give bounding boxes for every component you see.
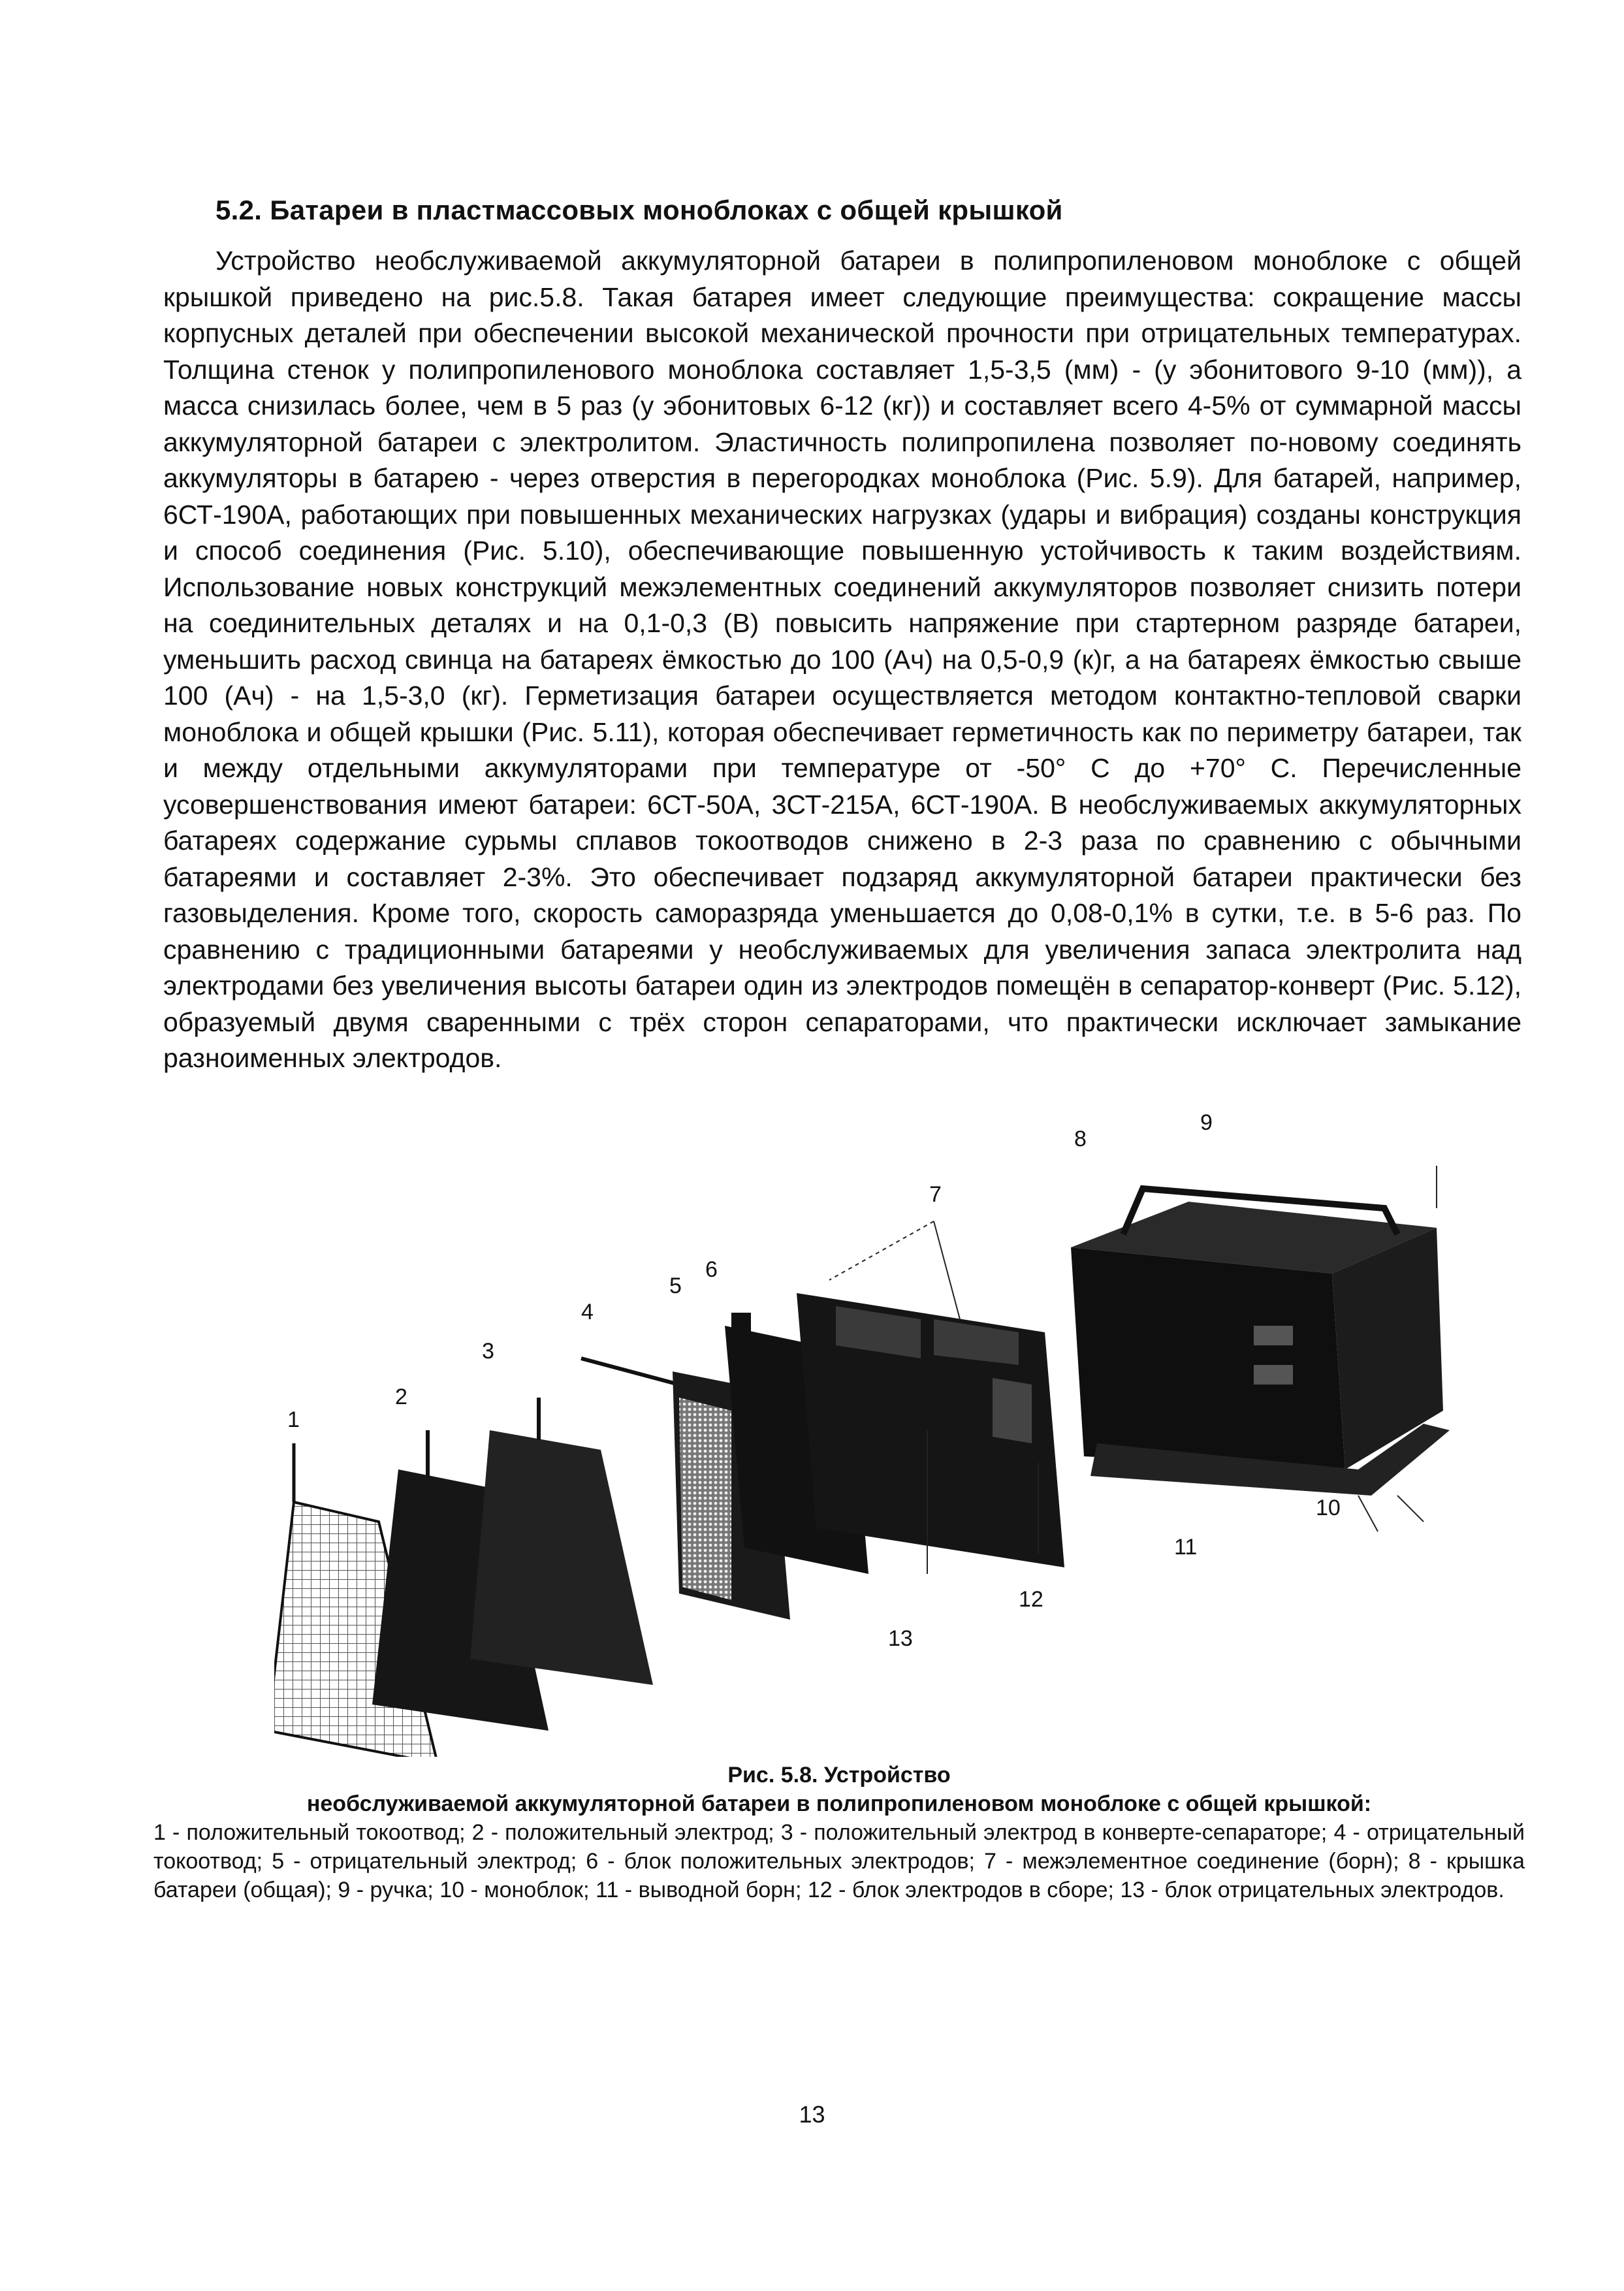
- battery-illustration: [274, 1104, 1554, 1757]
- label-2: 2: [395, 1385, 407, 1409]
- label-4: 4: [581, 1300, 594, 1324]
- figure-caption: [153, 1761, 1525, 1904]
- label-11: 11: [1174, 1535, 1198, 1560]
- label-6: 6: [705, 1257, 718, 1282]
- label-7: 7: [929, 1182, 942, 1207]
- caption-subtitle: необслуживаемой аккумуляторной батареи в полипропиленовом моноблоке с общей крышкой:: [306, 1791, 1372, 1816]
- section-heading: 5.2. Батареи в пластмассовых моноблоках с общей крышкой: [215, 195, 1063, 225]
- battery-exploded-figure: [274, 1104, 1554, 1757]
- caption-title: Рис. 5.8. Устройство: [727, 1763, 951, 1787]
- enveloped-plate-part: [470, 1398, 653, 1685]
- page-number: 13: [799, 2101, 825, 2128]
- electrode-block-part: [797, 1293, 1064, 1567]
- label-8: 8: [1074, 1127, 1087, 1151]
- label-9: 9: [1200, 1110, 1213, 1135]
- label-3: 3: [482, 1339, 494, 1364]
- battery-case-part: [1071, 1202, 1450, 1496]
- label-1: 1: [287, 1407, 300, 1432]
- label-5: 5: [669, 1274, 682, 1298]
- label-12: 12: [1019, 1587, 1043, 1612]
- caption-legend: 1 - положительный токоотвод; 2 - положительный электрод; 3 - положительный электрод в конверте-сепараторе; 4 - отрицательный токоотвод; 5 - отрицательный электрод; 6 - блок положительных электродов; 7 - межэлементное соединение (борн); 8 - крышка батареи (общая); 9 - ручка; 10 - моноблок; 11 - выводной борн; 12 - блок электродов в сборе; 13 - блок отрицательных электродов.: [153, 1820, 1525, 1902]
- label-10: 10: [1316, 1496, 1341, 1520]
- label-13: 13: [888, 1626, 913, 1651]
- body-paragraph: Устройство необслуживаемой аккумуляторной батареи в полипропиленовом моноблоке с общей крышкой приведено на рис.5.8. Такая батарея имеет следующие преимущества: сокращение массы корпусных деталей при обеспечении высокой механической прочности при отрицательных температурах. Толщина стенок у полипропиленового моноблока составляет 1,5-3,5 (мм) - (у эбонитового 9-10 (мм)), а масса снизилась более, чем в 5 раз (у эбонитовых 6-12 (кг)) и составляет всего 4-5% от суммарной массы аккумуляторной батареи с электролитом. Эластичность полипропилена позволяет по-новому соединять аккумуляторы в батарею - через отверстия в перегородках моноблока (Рис. 5.9). Для батарей, например, 6СТ-190А, работающих при повышенных механических нагрузках (удары и вибрация) созданы конструкция и способ соединения (Рис. 5.10), обеспечивающие повышенную устойчивость к таким воздействиям. Использование новых конструкций межэлементных соединений аккумуляторов позволяет снизить потери на соединительных деталях и на 0,1-0,3 (В) повысить напряжение при стартерном разряде батареи, уменьшить расход свинца на батареях ёмкостью до 100 (Ач) на 0,5-0,9 (к)г, а на батареях ёмкостью свыше 100 (Ач) - на 1,5-3,0 (кг). Герметизация батареи осуществляется методом контактно-тепловой сварки моноблока и общей крышки (Рис. 5.11), которая обеспечивает герметичность как по периметру батареи, так и между отдельными аккумуляторами при температуре от -50° С до +70° С. Перечисленные усовершенствования имеют батареи: 6СТ-50А, 3СТ-215А, 6СТ-190А. В необслуживаемых аккумуляторных батареях содержание сурьмы сплавов токоотводов снижено в 2-3 раза по сравнению с обычными батареями и составляет 2-3%. Это обеспечивает подзаряд аккумуляторной батареи практически без газовыделения. Кроме того, скорость саморазряда уменьшается до 0,08-0,1% в сутки, т.е. в 5-6 раз. По сравнению с традиционными батареями у необслуживаемых для увеличения запаса электролита над электродами без увеличения высоты батареи один из электродов помещён в сепаратор-конверт (Рис. 5.12), образуемый двумя сваренными с трёх сторон сепараторами, что практически исключает замыкание разноименных электродов.: [163, 246, 1521, 1073]
- negative-tab-part: [581, 1358, 679, 1385]
